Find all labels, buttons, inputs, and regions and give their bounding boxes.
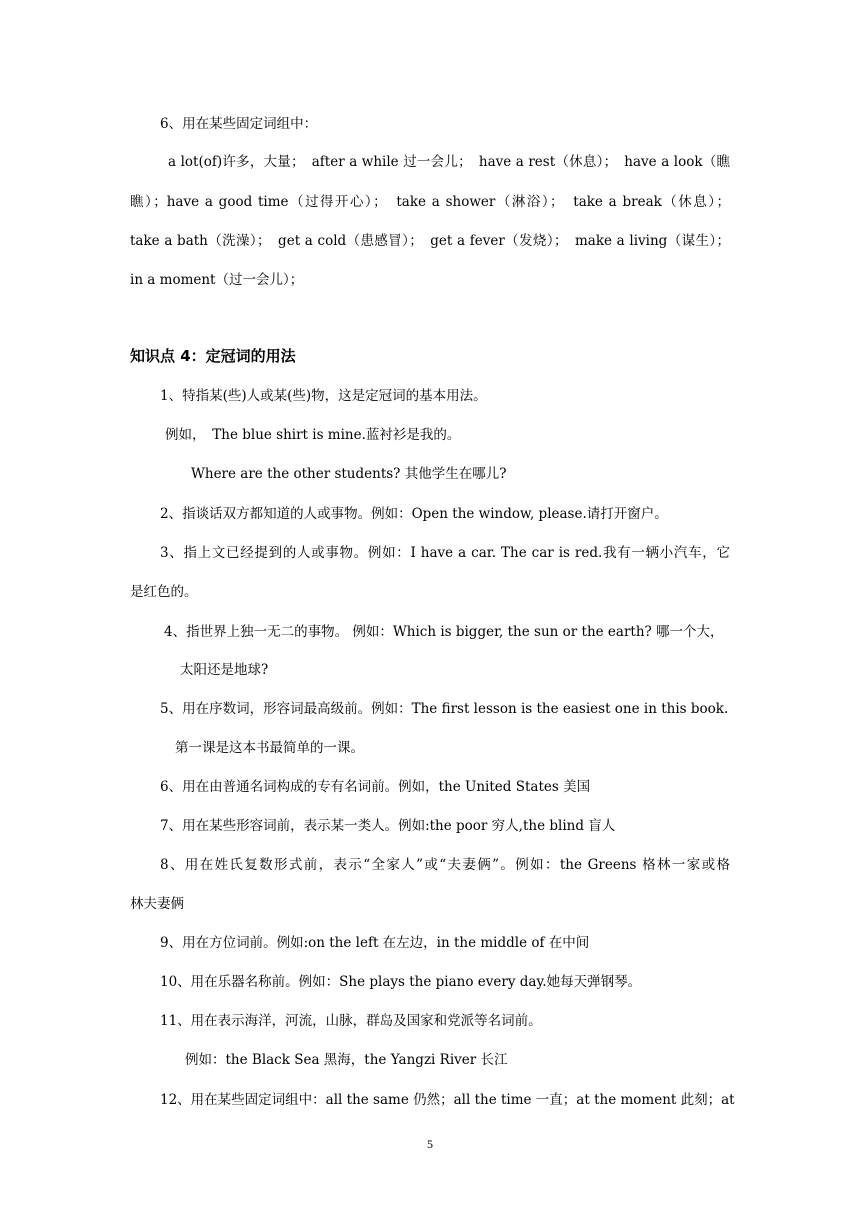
section-6-line-2: 瞧）；have a good time（过得开心）； take a shower（淋浴）； take a break（休息）；: [130, 194, 730, 210]
item-1-example-1: 例如， The blue shirt is mine.蓝衬衫是我的。: [165, 427, 461, 443]
item-11: 11、用在表示海洋，河流，山脉，群岛及国家和党派等名词前。: [160, 1013, 542, 1029]
item-5-line-1: 5、用在序数词，形容词最高级前。例如：The first lesson is the easiest one in this book.: [160, 701, 729, 717]
item-6: 6、用在由普通名词构成的专有名词前。例如，the United States 美国: [160, 779, 591, 795]
item-5-line-2: 第一课是这本书最简单的一课。: [175, 740, 364, 756]
item-4-line-2: 太阳还是地球?: [180, 662, 269, 678]
item-4-line-1: 4、指世界上独一无二的事物。 例如：Which is bigger, the sun or the earth? 哪一个大，: [164, 624, 724, 640]
item-12: 12、用在某些固定词组中：all the same 仍然；all the time 一直；at the moment 此刻；at: [160, 1092, 735, 1108]
item-8-line-1: 8、用在姓氏复数形式前，表示“全家人”或“夫妻俩”。例如：the Greens 格林一家或格: [160, 857, 730, 873]
item-3-line-1: 3、指上文已经提到的人或事物。例如：I have a car. The car is red.我有一辆小汽车，它: [160, 545, 730, 561]
section-6-line-3: take a bath（洗澡）； get a cold（患感冒）； get a fever（发烧）； make a living（谋生）；: [130, 233, 730, 249]
item-3-line-2: 是红色的。: [130, 584, 198, 600]
item-2: 2、指谈话双方都知道的人或事物。例如：Open the window, please.请打开窗户。: [160, 506, 668, 522]
item-9: 9、用在方位词前。例如:on the left 在左边，in the middle of 在中间: [160, 935, 590, 951]
item-7: 7、用在某些形容词前，表示某一类人。例如:the poor 穷人,the blind 盲人: [160, 818, 616, 834]
section-heading: 知识点 4：定冠词的用法: [130, 347, 296, 365]
section-6-line-1: a lot(of)许多，大量； after a while 过一会儿； have a rest（休息）； have a look（瞧: [168, 154, 730, 170]
page-number: 5: [427, 1137, 433, 1151]
item-10: 10、用在乐器名称前。例如：She plays the piano every day.她每天弹钢琴。: [160, 974, 642, 990]
item-11-example: 例如：the Black Sea 黑海，the Yangzi River 长江: [185, 1052, 508, 1068]
item-8-line-2: 林夫妻俩: [130, 896, 184, 912]
section-6-line-4: in a moment（过一会儿）；: [130, 272, 304, 288]
item-1: 1、特指某(些)人或某(些)物，这是定冠词的基本用法。: [160, 388, 487, 404]
item-1-example-2: Where are the other students? 其他学生在哪儿?: [191, 466, 507, 482]
section-6-title: 6、用在某些固定词组中：: [160, 116, 318, 132]
